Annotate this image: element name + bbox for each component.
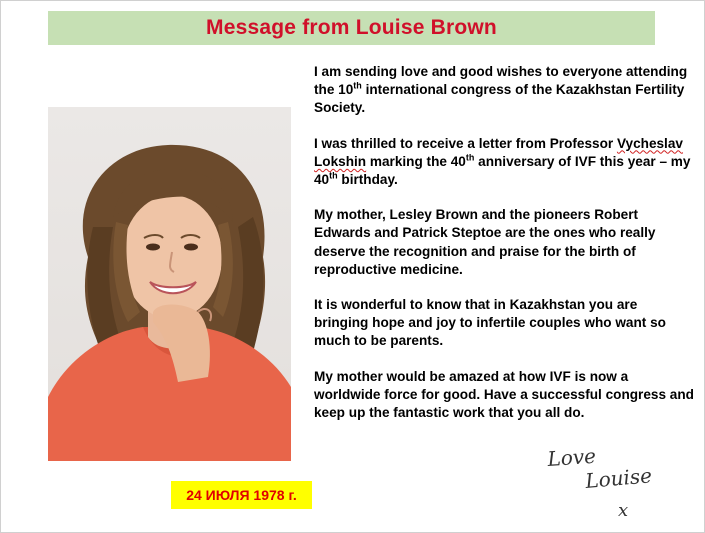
signature-line-2: Louise (584, 463, 653, 493)
handwritten-signature (540, 440, 690, 520)
page-title: Message from Louise Brown (206, 16, 497, 39)
signature-line-1: Love (546, 443, 597, 471)
letter-paragraph-2: I was thrilled to receive a letter from Professor Vycheslav Lokshin marking the 40th anniversary of IVF this year – my 40th birthday. (314, 135, 691, 188)
portrait-photo (48, 107, 291, 461)
letter-paragraph-5: My mother would be amazed at how IVF is now a worldwide force for good. Have a successful congress and keep up the fantastic work that you all do. (314, 368, 694, 421)
spellcheck-word: Lokshin (314, 153, 367, 169)
letter-paragraph-3: My mother, Lesley Brown and the pioneers Robert Edwards and Patrick Steptoe are the ones who really deserve the recognition and praise for the birth of reproductive medicine. (314, 207, 656, 277)
spellcheck-word: Vycheslav (616, 135, 683, 151)
date-badge (171, 481, 312, 509)
signature-line-3: x (618, 500, 629, 520)
title-banner (48, 11, 655, 45)
date-text: 24 ИЮЛЯ 1978 г. (186, 487, 297, 503)
letter-paragraph-1: I am sending love and good wishes to everyone attending the 10th international congress of the Kazakhstan Fertility Society. (314, 64, 688, 116)
portrait-illustration (48, 107, 291, 461)
letter-body (314, 63, 694, 439)
letter-paragraph-4: It is wonderful to know that in Kazakhstan you are bringing hope and joy to infertile couples who want so much to be parents. (314, 297, 666, 349)
